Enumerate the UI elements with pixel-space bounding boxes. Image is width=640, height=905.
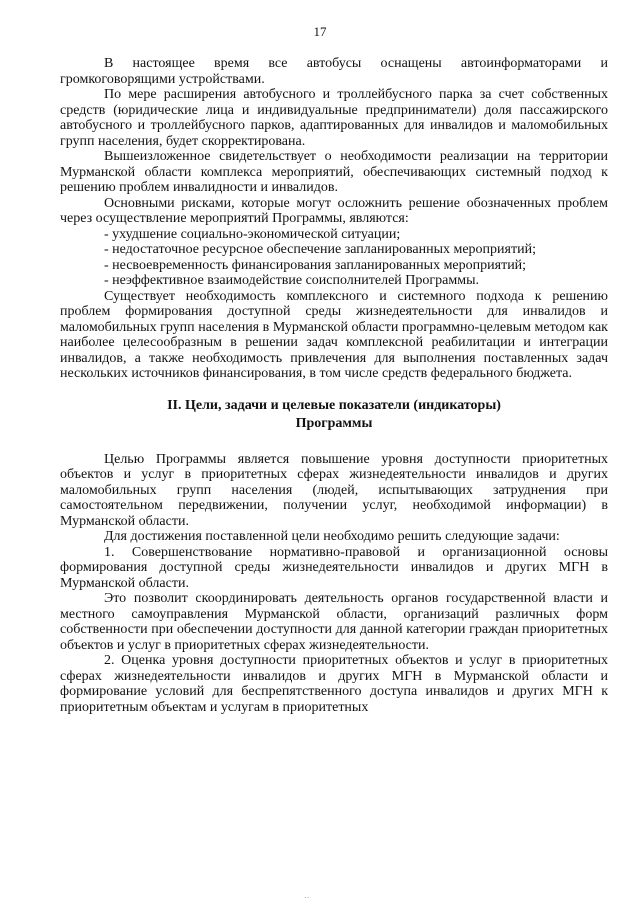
list-item: - ухудшение социально-экономической ситуации; [104,226,401,242]
paragraph: Целью Программы является повышение уровня доступности приоритетных объектов и услуг в приоритетных сферах жизнедеятельности инвалидов и других маломобильных групп населения (людей, испытывающих затруднения при самостоятельном передвижении, получении услуг, необходимой информации) в Мурманской области. [60,451,608,529]
section-heading-line: II. Цели, задачи и целевые показатели (индикаторы) [167,397,501,413]
paragraph: По мере расширения автобусного и троллейбусного парка за счет собственных средств (юридические лица и индивидуальные предприниматели) доля пассажирского автобусного и троллейбусного парков, адаптированных для инвалидов и маломобильных групп населения, будет скорректирована. [60,87,608,149]
paragraph: 1. Совершенствование нормативно-правовой и организационной основы формирования доступной среды жизнедеятельности инвалидов и других МГН в Мурманской области. [60,544,608,591]
section-text-bottom [60,452,608,716]
paragraph: Это позволит скоординировать деятельность органов государственной власти и местного самоуправления Мурманской области, организаций различных форм собственности при обеспечении доступности для данной категории граждан приоритетных объектов и услуг в приоритетных сферах жизнедеятельности. [60,591,608,653]
paragraph: Существует необходимость комплексного и системного подхода к решению проблем формирования доступной среды жизнедеятельности для инвалидов и маломобильных групп населения в Мурманской области программно-целевым методом как наиболее целесообразным в решении задач комплексной реабилитации и интеграции инвалидов, а также необходимость привлечения для выполнения поставленных задач нескольких источников финансирования, в том числе средств федерального бюджета. [60,288,608,381]
list-item: - недостаточное ресурсное обеспечение запланированных мероприятий; [104,242,536,257]
list-item: - несвоевременность финансирования запланированных мероприятий; [104,257,527,273]
list-item: - неэффективное взаимодействие соисполнителей Программы. [104,273,479,288]
paragraph: Для достижения поставленной цели необходимо решить следующие задачи: [104,529,560,544]
paragraph: В настоящее время все автобусы оснащены автоинформаторами и громкоговорящими устройствами. [60,56,608,87]
paragraph: Основными рисками, которые могут осложнить решение обозначенных проблем через осуществление мероприятий Программы, являются: [60,195,608,226]
paragraph: 2. Оценка уровня доступности приоритетных объектов и услуг в приоритетных сферах жизнедеятельности инвалидов и других МГН в Мурманской области и формирование условий для беспрепятственного доступа инвалидов и других МГН к приоритетным объектам и услугам в приоритетных [60,653,608,715]
paragraph: Вышеизложенное свидетельствует о необходимости реализации на территории Мурманской области комплекса мероприятий, обеспечивающих системный подход к решению проблем инвалидности и инвалидов. [60,149,608,195]
section-heading-line: Программы [295,415,373,431]
section-heading [60,397,608,433]
section-text-top [60,56,608,382]
page-number: 17 [313,24,327,39]
document-body [60,56,608,715]
scan-mark: ‥ [304,891,310,900]
